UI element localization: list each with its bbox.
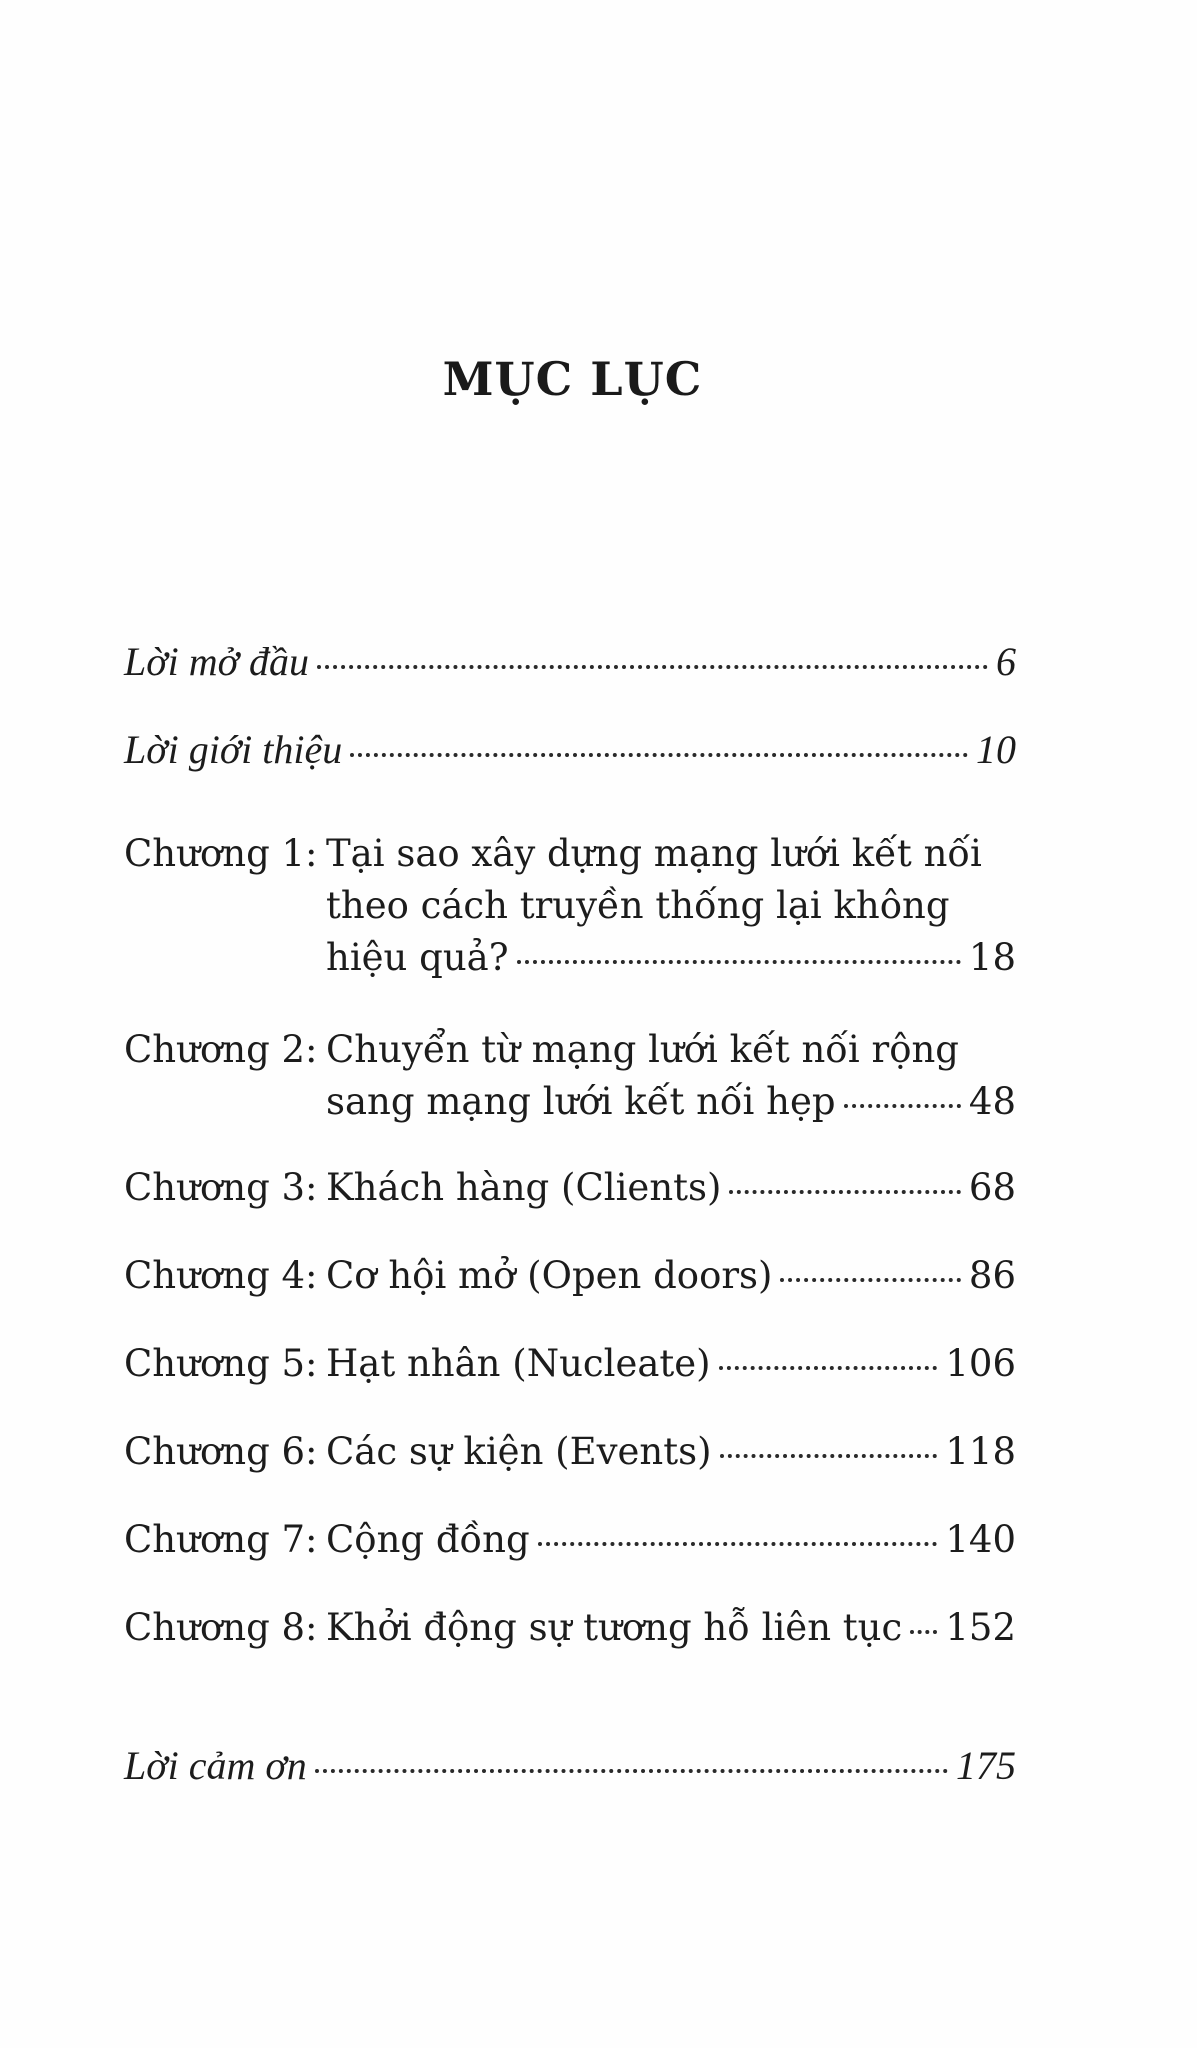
chapter-3-entry [326, 1166, 1016, 1210]
leader-dots [720, 1440, 938, 1460]
toc-entry-label: Lời mở đầu [124, 639, 309, 684]
chapter-2-title-line-2: sang mạng lưới kết nối hẹp [326, 1080, 836, 1123]
toc-page-number: 48 [968, 1080, 1016, 1123]
toc-page-number: 6 [996, 639, 1016, 684]
chapter-5-entry [326, 1342, 1016, 1386]
chapter-3-label: Chương 3: [124, 1166, 318, 1209]
leader-dots [729, 1176, 960, 1196]
leader-dots [517, 946, 961, 966]
chapter-6-entry [326, 1430, 1016, 1474]
leader-dots [780, 1264, 960, 1284]
chapter-7-entry [326, 1518, 1016, 1562]
chapter-7-title: Cộng đồng [326, 1518, 530, 1561]
chapter-3-title: Khách hàng (Clients) [326, 1166, 722, 1209]
chapter-1-entry [326, 936, 1016, 980]
leader-dots [910, 1616, 937, 1636]
chapter-1-title-line-3: hiệu quả? [326, 936, 509, 979]
leader-dots [317, 651, 988, 671]
toc-entry-introduction [124, 728, 1016, 772]
chapter-8-entry [326, 1606, 1016, 1650]
toc-page-number: 18 [968, 936, 1016, 979]
toc-page-number: 86 [968, 1254, 1016, 1297]
chapter-8-title: Khởi động sự tương hỗ liên tục [326, 1606, 903, 1649]
toc-page-number: 118 [945, 1430, 1016, 1473]
leader-dots [844, 1090, 961, 1110]
chapter-2-label: Chương 2: [124, 1028, 318, 1071]
chapter-6-title: Các sự kiện (Events) [326, 1430, 712, 1473]
toc-page-number: 175 [956, 1743, 1016, 1788]
toc-entry-label: Lời giới thiệu [124, 727, 343, 772]
toc-entry-label: Lời cảm ơn [124, 1743, 307, 1788]
chapter-2-title-line-1: Chuyển từ mạng lưới kết nối rộng [326, 1028, 959, 1071]
toc-page-number: 106 [945, 1342, 1016, 1385]
leader-dots [315, 1755, 948, 1775]
chapter-4-label: Chương 4: [124, 1254, 318, 1297]
chapter-8-label: Chương 8: [124, 1606, 318, 1649]
toc-entry-acknowledgements [124, 1744, 1016, 1788]
toc-page-number: 68 [968, 1166, 1016, 1209]
chapter-2-entry [326, 1080, 1016, 1124]
chapter-1-title-line-2: theo cách truyền thống lại không [326, 884, 950, 927]
page-title: MỤC LỤC [442, 352, 703, 406]
leader-dots [350, 739, 968, 759]
chapter-6-label: Chương 6: [124, 1430, 318, 1473]
chapter-1-title-line-1: Tại sao xây dựng mạng lưới kết nối [326, 832, 982, 875]
chapter-7-label: Chương 7: [124, 1518, 318, 1561]
chapter-1-label: Chương 1: [124, 832, 318, 875]
toc-page-number: 152 [945, 1606, 1016, 1649]
toc-page-number: 140 [945, 1518, 1016, 1561]
chapter-4-entry [326, 1254, 1016, 1298]
leader-dots [538, 1528, 938, 1548]
chapter-5-label: Chương 5: [124, 1342, 318, 1385]
chapter-5-title: Hạt nhân (Nucleate) [326, 1342, 711, 1385]
chapter-4-title: Cơ hội mở (Open doors) [326, 1254, 773, 1297]
leader-dots [719, 1352, 938, 1372]
toc-entry-preface [124, 640, 1016, 684]
toc-page-number: 10 [976, 727, 1016, 772]
